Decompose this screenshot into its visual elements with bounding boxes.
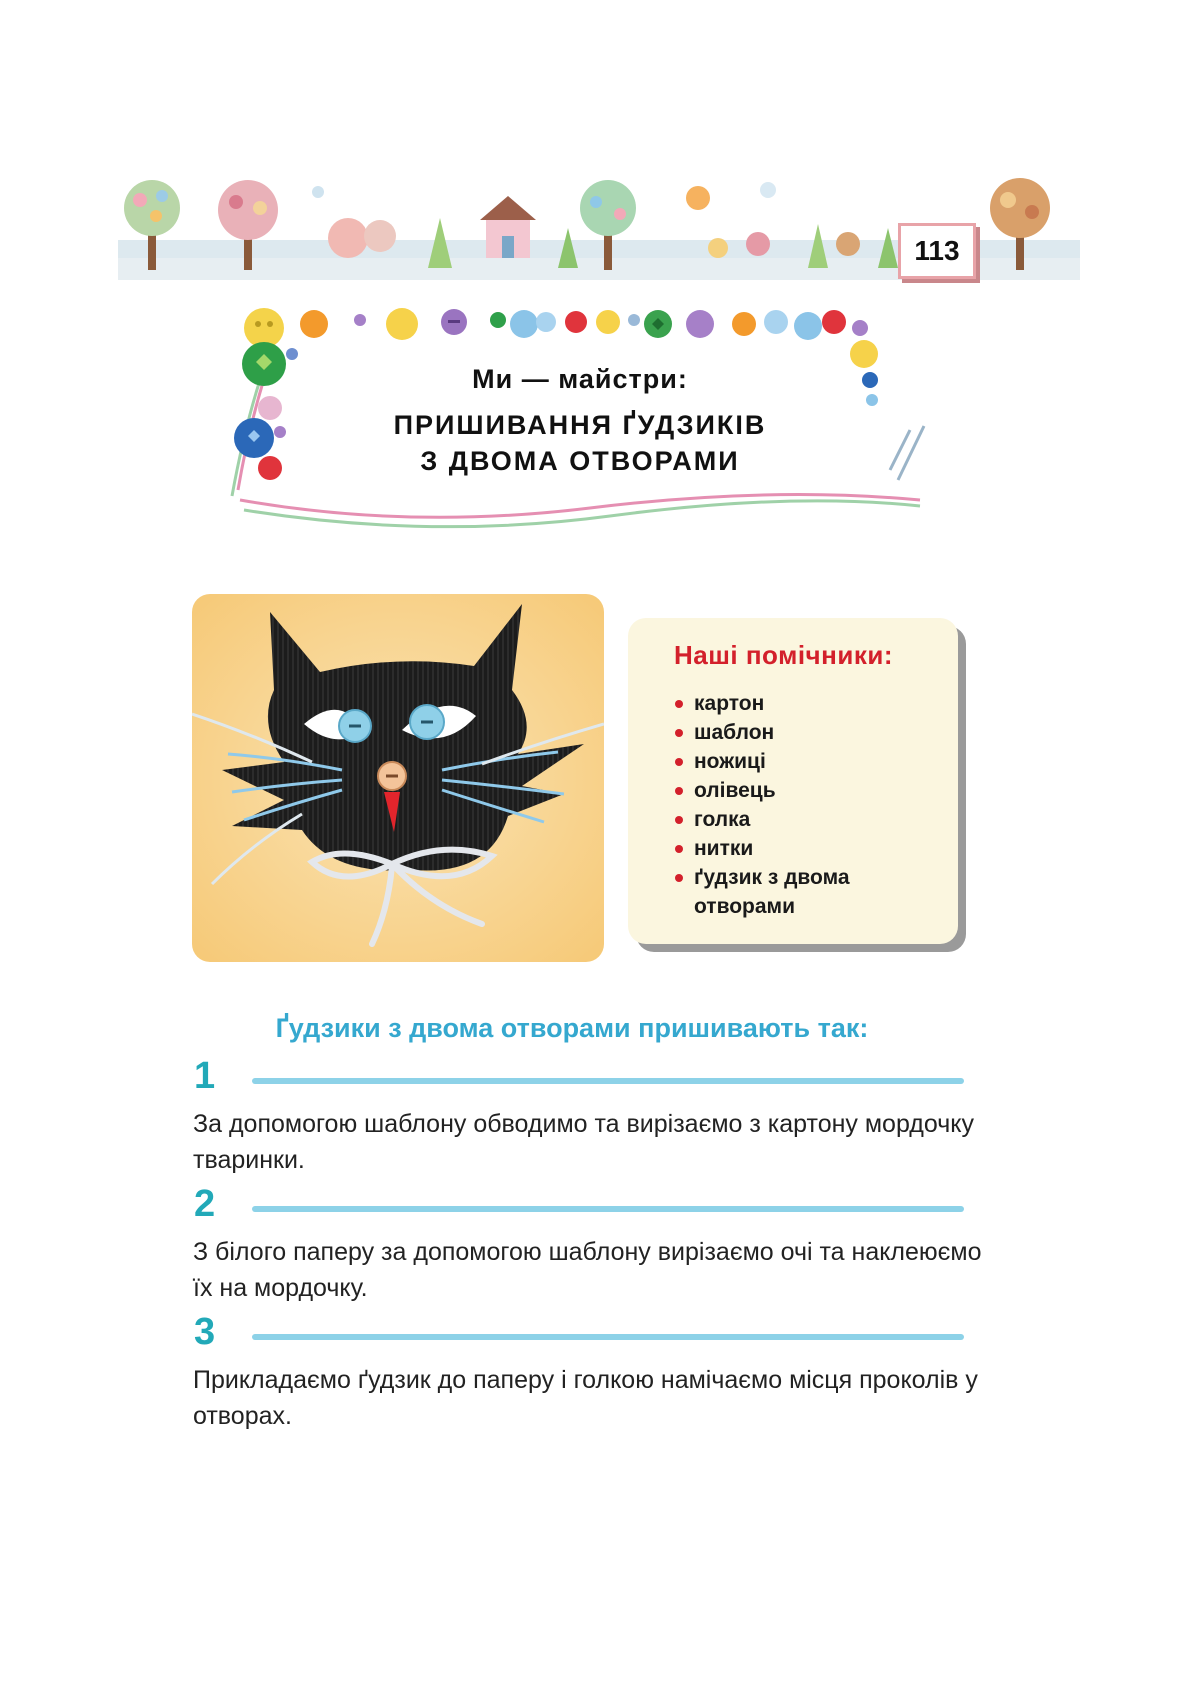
step-divider — [252, 1206, 964, 1212]
helpers-list — [666, 689, 938, 921]
page-number: 113 — [898, 223, 976, 279]
step-divider — [252, 1078, 964, 1084]
helpers-title: Наші помічники: — [674, 640, 893, 670]
helpers-item: ножиці — [694, 747, 938, 776]
cat-mask-photo — [192, 594, 604, 962]
button-icon — [441, 309, 467, 335]
helpers-item: ґудзик з двома отворами — [694, 863, 938, 921]
step-number: 2 — [194, 1183, 216, 1225]
helpers-item: нитки — [694, 834, 938, 863]
button-icon — [644, 310, 672, 338]
steps-heading: Ґудзики з двома отворами пришивають так: — [275, 1013, 869, 1043]
helpers-item: шаблон — [694, 718, 938, 747]
title-line-1: ПРИШИВАННЯ ҐУДЗИКІВ — [393, 410, 767, 440]
house-icon — [480, 196, 536, 258]
step-number: 1 — [194, 1055, 216, 1097]
step-number: 3 — [194, 1311, 216, 1353]
step-text: З білого паперу за допомогою шаблону вирізаємо очі та наклеюємо їх на мордочку. — [193, 1238, 982, 1302]
step-divider — [252, 1334, 964, 1340]
step-text: Прикладаємо ґудзик до паперу і голкою намічаємо місця проколів у отворах. — [193, 1366, 978, 1430]
button-eye-icon — [339, 710, 371, 742]
helpers-item: олівець — [694, 776, 938, 805]
title-supertitle: Ми — майстри: — [472, 364, 688, 394]
title-line-2: З ДВОМА ОТВОРАМИ — [420, 446, 740, 476]
button-eye-icon — [410, 705, 444, 739]
helpers-item: голка — [694, 805, 938, 834]
helpers-box — [628, 618, 958, 944]
helpers-item: картон — [694, 689, 938, 718]
button-nose-icon — [378, 762, 406, 790]
step-text: За допомогою шаблону обводимо та вирізаємо з картону мордочку тваринки. — [193, 1110, 974, 1174]
